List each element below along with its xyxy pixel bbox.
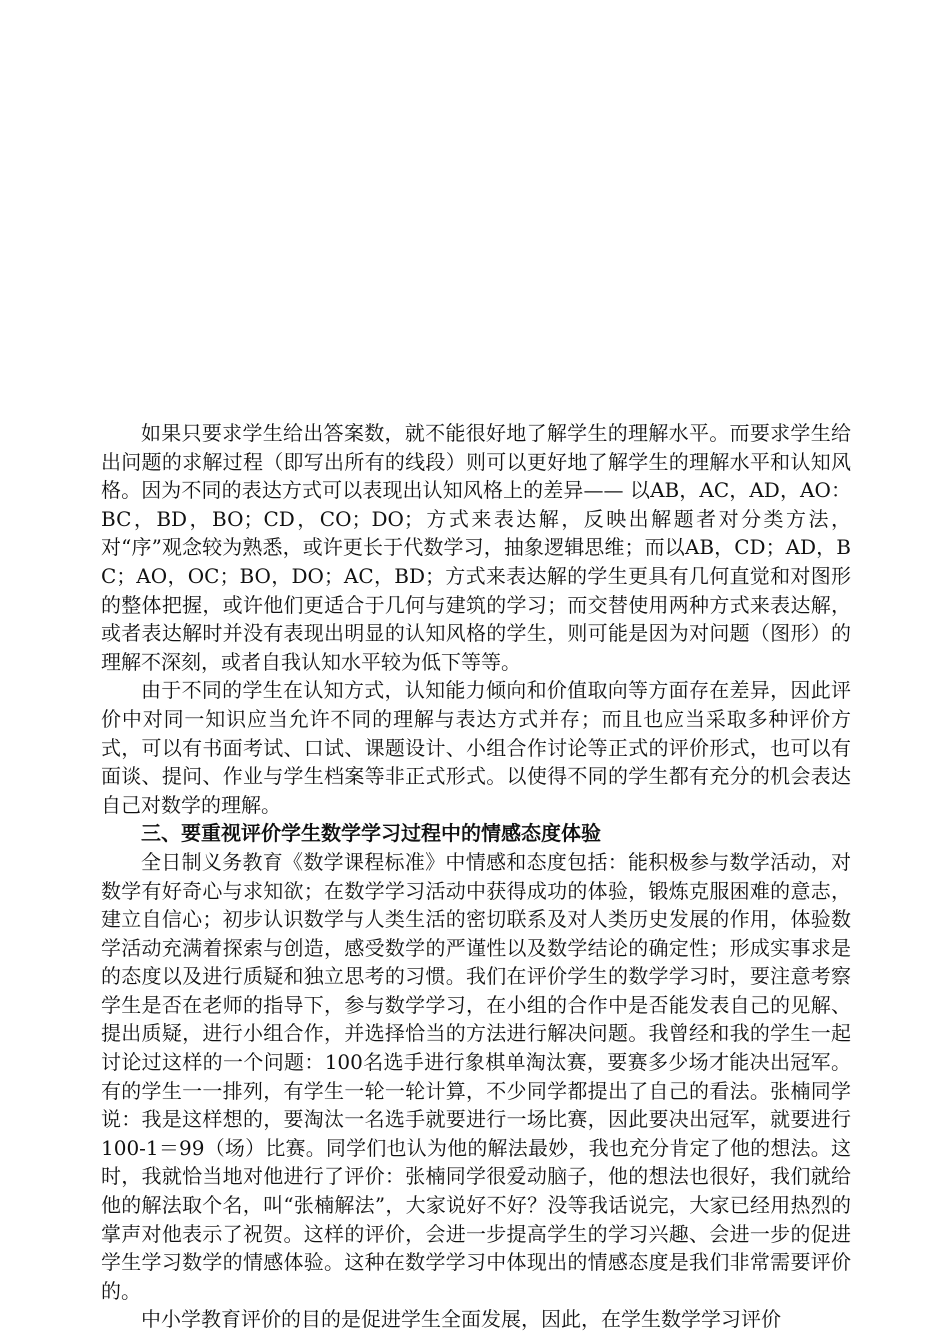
paragraph-assessment-methods: 由于不同的学生在认知方式，认知能力倾向和价值取向等方面存在差异，因此评价中对同一知识应当允许不同的理解与表达方式并存；而且也应当采取多种评价方式，可以有书面考试、口试、课题设计、小组合作讨论等正式的评价形式，也可以有面谈、提问、作业与学生档案等非正式形式。以使得不同的学生都有充分的机会表达自己对数学的理解。: [101, 678, 851, 817]
paragraph-emotional-attitude: 全日制义务教育《数学课程标准》中情感和态度包括：能积极参与数学活动，对数学有好奇心与求知欲；在数学学习活动中获得成功的体验，锻炼克服困难的意志，建立自信心；初步认识数学与人类生活的密切联系及对人类历史发展的作用，体验数学活动充满着探索与创造，感受数学的严谨性以及数学结论的确定性；形成实事求是的态度以及进行质疑和独立思考的习惯。我们在评价学生的数学学习时，要注意考察学生是否在老师的指导下，参与数学学习，在小组的合作中是否能发表自己的见解、提出质疑，进行小组合作，并选择恰当的方法进行解决问题。我曾经和我的学生一起讨论过这样的一个问题：100名选手进行象棋单淘汰赛，要赛多少场才能决出冠军。有的学生一一排列，有学生一轮一轮计算，不少同学都提出了自己的看法。张楠同学说：我是这样想的，要淘汰一名选手就要进行一场比赛，因此要决出冠军，就要进行100-1＝99（场）比赛。同学们也认为他的解法最妙，我也充分肯定了他的想法。这时，我就恰当地对他进行了评价：张楠同学很爱动脑子，他的想法也很好，我们就给他的解法取个名，叫“张楠解法”，大家说好不好？没等我话说完，大家已经用热烈的掌声对他表示了祝贺。这样的评价，会进一步提高学生的学习兴趣、会进一步的促进学生学习数学的情感体验。这种在数学学习中体现出的情感态度是我们非常需要评价的。: [101, 849, 851, 1303]
paragraph-evaluation-purpose: 中小学教育评价的目的是促进学生全面发展，因此，在学生数学学习评价: [141, 1307, 781, 1332]
body-text: [101, 419, 851, 1334]
section-heading: 三、要重视评价学生数学学习过程中的情感态度体验: [141, 821, 601, 846]
paragraph-cognitive-style: 如果只要求学生给出答案数，就不能很好地了解学生的理解水平。而要求学生给出问题的求解过程（即写出所有的线段）则可以更好地了解学生的理解水平和认知风格。因为不同的表达方式可以表现出认知风格上的差异—— 以AB，AC，AD，AO：BC，BD，BO；CD，CO；DO；方式来表达解，反映出解题者对分类方法，对“序”观念较为熟悉，或许更长于代数学习，抽象逻辑思维；而以AB，CD；AD，BC；AO，OC；BO，DO；AC，BD；方式来表达解的学生更具有几何直觉和对图形的整体把握，或许他们更适合于几何与建筑的学习；而交替使用两种方式来表达解，或者表达解时并没有表现出明显的认知风格的学生，则可能是因为对问题（图形）的理解不深刻，或者自我认知水平较为低下等等。: [101, 421, 851, 674]
